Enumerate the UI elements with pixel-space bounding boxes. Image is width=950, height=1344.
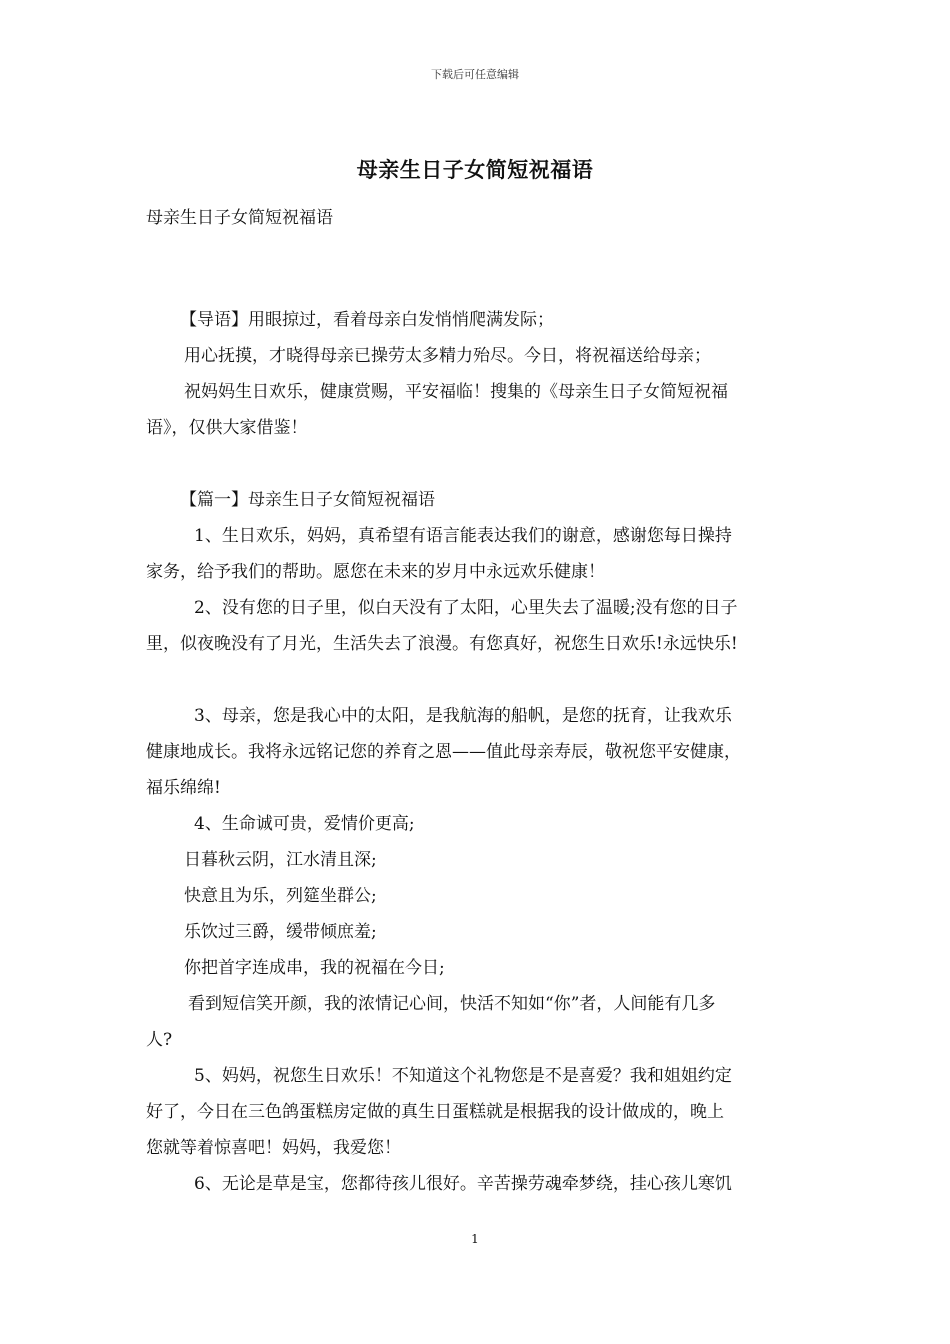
intro-line: 【导语】用眼掠过，看着母亲白发悄悄爬满发际； xyxy=(180,310,554,330)
intro-line: 用心抚摸，才晓得母亲已操劳太多精力殆尽。今日，将祝福送给母亲； xyxy=(184,346,711,366)
item-line: 你把首字连成串，我的祝福在今日; xyxy=(184,958,445,978)
item-line: 1、生日欢乐，妈妈，真希望有语言能表达我们的谢意，感谢您每日操持 xyxy=(194,526,732,546)
document-body xyxy=(146,200,822,1202)
item-line: 您就等着惊喜吧！妈妈，我爱您！ xyxy=(146,1138,401,1158)
item-line: 5、妈妈，祝您生日欢乐！不知道这个礼物您是不是喜爱？我和姐姐约定 xyxy=(194,1066,732,1086)
item-line: 好了，今日在三色鸽蛋糕房定做的真生日蛋糕就是根据我的设计做成的，晚上 xyxy=(146,1102,724,1122)
item-line: 2、没有您的日子里，似白天没有了太阳，心里失去了温暖;没有您的日子 xyxy=(194,598,738,618)
document-subtitle: 母亲生日子女简短祝福语 xyxy=(146,208,333,228)
item-line: 家务，给予我们的帮助。愿您在未来的岁月中永远欢乐健康！ xyxy=(146,562,605,582)
header-note: 下载后可任意编辑 xyxy=(431,68,519,81)
item-line: 日暮秋云阴，江水清且深; xyxy=(184,850,377,870)
page-number: 1 xyxy=(471,1232,479,1246)
item-line: 健康地成长。我将永远铭记您的养育之恩——值此母亲寿辰，敬祝您平安健康， xyxy=(146,742,741,762)
intro-line: 语》，仅供大家借鉴！ xyxy=(146,418,308,438)
item-line: 福乐绵绵! xyxy=(146,778,221,798)
document-title: 母亲生日子女简短祝福语 xyxy=(356,157,594,182)
section-heading: 【篇一】母亲生日子女简短祝福语 xyxy=(180,490,435,510)
intro-line: 祝妈妈生日欢乐，健康赏赐，平安福临！搜集的《母亲生日子女简短祝福 xyxy=(184,382,728,402)
item-line: 里，似夜晚没有了月光，生活失去了浪漫。有您真好，祝您生日欢乐!永远快乐! xyxy=(146,634,738,654)
item-line: 乐饮过三爵，缓带倾庶羞; xyxy=(184,922,377,942)
item-line: 看到短信笑开颜，我的浓情记心间，快活不知如“你”者，人间能有几多 xyxy=(188,994,716,1014)
item-line: 3、母亲，您是我心中的太阳，是我航海的船帆，是您的抚育，让我欢乐 xyxy=(194,706,732,726)
item-line: 4、生命诚可贵，爱情价更高; xyxy=(194,814,415,834)
item-line: 快意且为乐，列筵坐群公; xyxy=(184,886,377,906)
item-line: 6、无论是草是宝，您都待孩儿很好。辛苦操劳魂牵梦绕，挂心孩儿寒饥 xyxy=(194,1174,732,1194)
item-line: 人? xyxy=(146,1030,173,1050)
